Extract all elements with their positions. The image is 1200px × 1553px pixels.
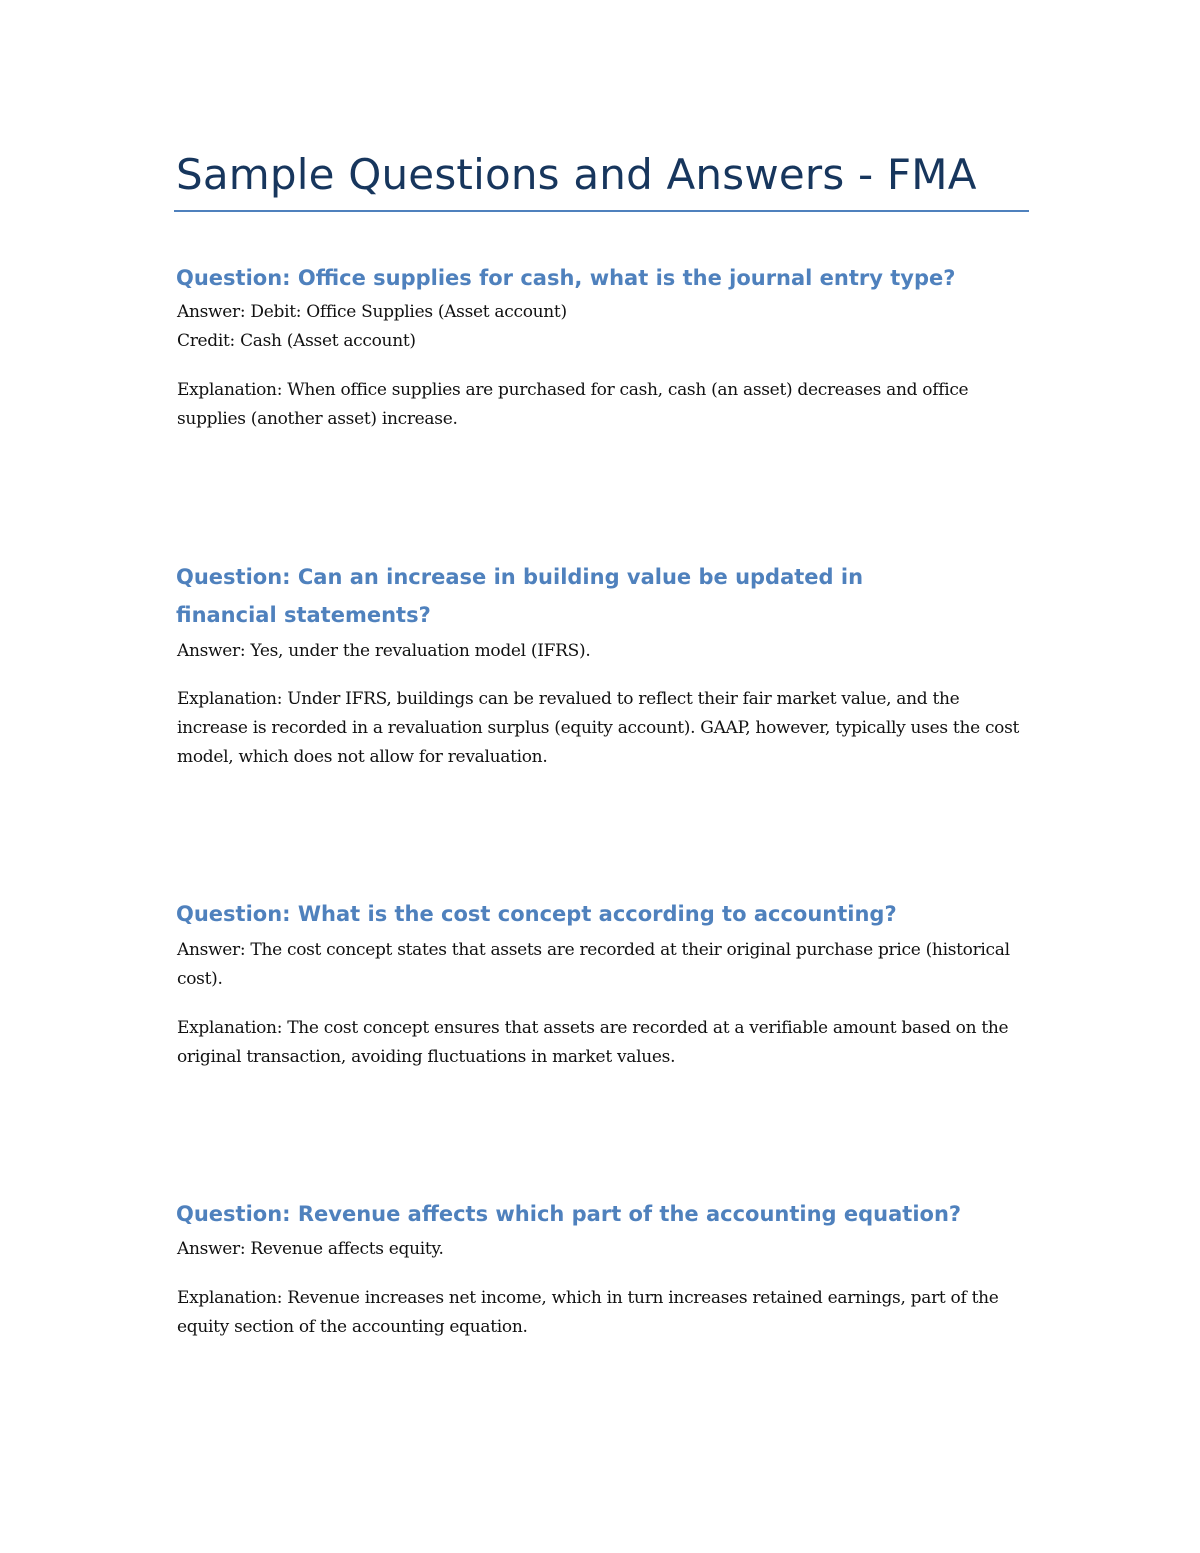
answer-1-line-1: Answer: Debit: Office Supplies (Asset account) [177,302,567,322]
explanation-4: Explanation: Revenue increases net income, which in turn increases retained earnings, part of the equity section of the accounting equation. [177,1288,999,1337]
answer-1-line-2: Credit: Cash (Asset account) [177,331,416,351]
answer-3 [177,936,1027,994]
question-4: Question: Revenue affects which part of the accounting equation? [176,1202,962,1226]
answer-3-line-1: Answer: The cost concept states that assets are recorded at their original purchase price (historical cost). [177,940,1010,989]
answer-4 [177,1235,1027,1264]
question-3: Question: What is the cost concept according to accounting? [176,902,897,926]
explanation-2: Explanation: Under IFRS, buildings can be revalued to reflect their fair market value, and the increase is recorded in a revaluation surplus (equity account). GAAP, however, typically uses the cost model, which does not allow for revaluation. [177,689,1020,767]
document-title: Sample Questions and Answers - FMA [176,150,977,199]
answer-2 [177,637,1027,666]
question-2: Question: Can an increase in building value be updated in financial statements? [176,565,864,627]
question-1: Question: Office supplies for cash, what is the journal entry type? [176,266,956,290]
answer-4-line-1: Answer: Revenue affects equity. [177,1239,444,1259]
explanation-3: Explanation: The cost concept ensures that assets are recorded at a verifiable amount based on the original transaction, avoiding fluctuations in market values. [177,1018,1009,1067]
explanation-1: Explanation: When office supplies are purchased for cash, cash (an asset) decreases and office supplies (another asset) increase. [177,380,969,429]
answer-1 [177,298,1027,356]
answer-2-line-1: Answer: Yes, under the revaluation model (IFRS). [177,641,591,661]
title-underline [174,210,1029,212]
